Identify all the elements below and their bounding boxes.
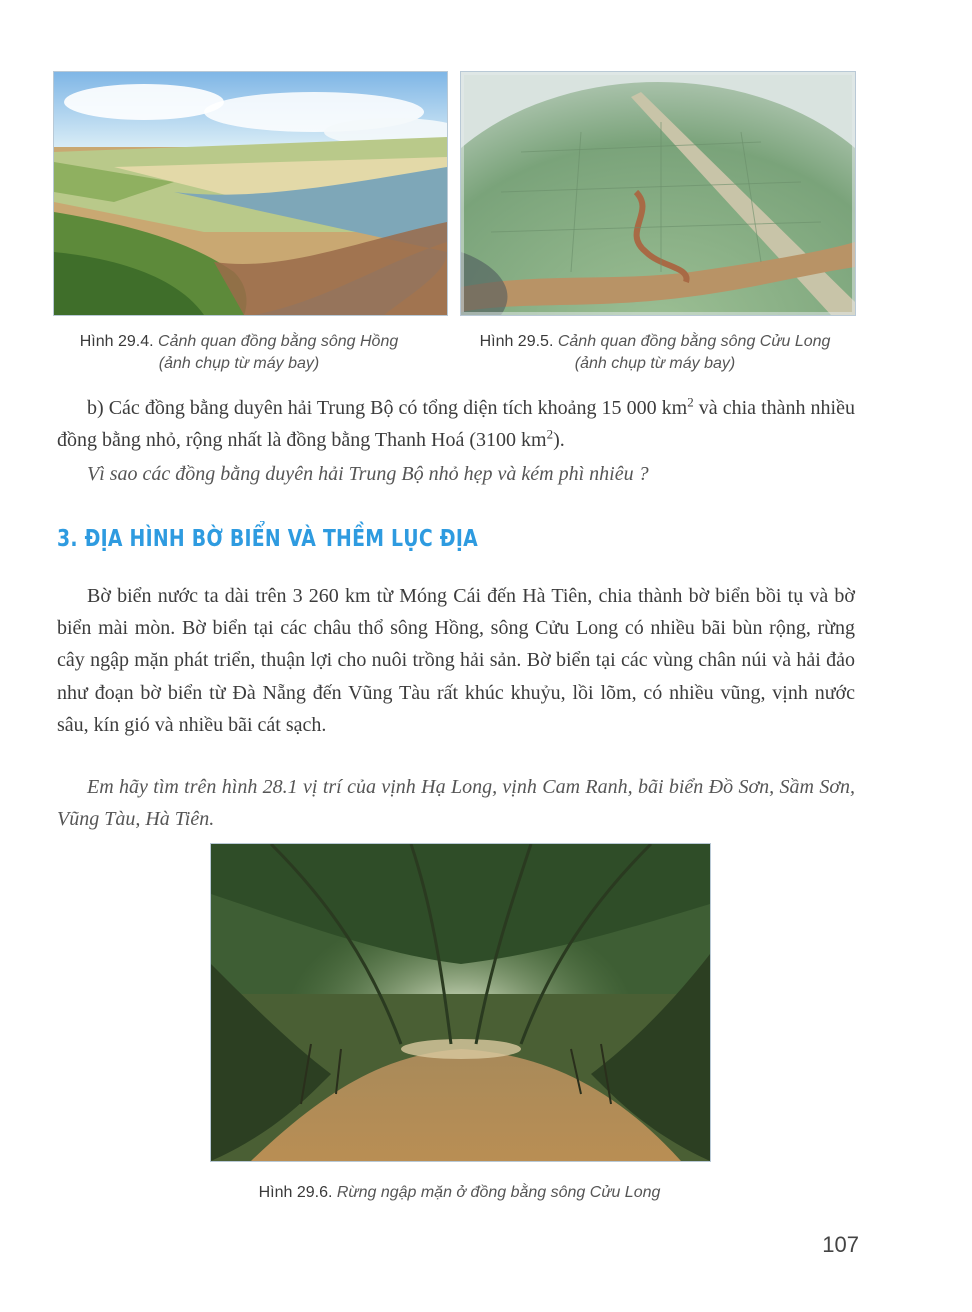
photo-mekong-delta bbox=[460, 71, 856, 316]
section-b-question: Vì sao các đồng bằng duyên hải Trung Bộ nhỏ hẹp và kém phì nhiêu ? bbox=[87, 463, 649, 485]
section-b-text-a: b) Các đồng bằng duyên hải Trung Bộ có tổng diện tích khoảng 15 000 km bbox=[87, 397, 688, 419]
superscript: 2 bbox=[546, 426, 554, 442]
caption-fig-29-5 bbox=[455, 331, 855, 375]
caption-fig-29-4 bbox=[53, 331, 425, 375]
caption-subtext: (ảnh chụp từ máy bay) bbox=[574, 355, 736, 372]
photo-mangrove-forest bbox=[210, 843, 711, 1162]
section-3-heading: 3. ĐỊA HÌNH BỜ BIỂN VÀ THỀM LỤC ĐỊA bbox=[57, 526, 478, 552]
section-b-text-c: ). bbox=[553, 429, 565, 452]
caption-text: Rừng ngập mặn ở đồng bằng sông Cửu Long bbox=[336, 1184, 661, 1201]
caption-text: Cảnh quan đồng bằng sông Cửu Long bbox=[557, 333, 831, 350]
caption-text: Cảnh quan đồng bằng sông Hồng bbox=[158, 333, 399, 350]
page-number: 107 bbox=[822, 1232, 859, 1257]
superscript: 2 bbox=[687, 394, 694, 410]
section-3-task: Em hãy tìm trên hình 28.1 vị trí của vịnh Hạ Long, vịnh Cam Ranh, bãi biển Đồ Sơn, Sầm Sơn, Vũng Tàu, Hà Tiên. bbox=[57, 776, 855, 831]
section-b-paragraph bbox=[57, 392, 855, 456]
section-3-paragraph: Bờ biển nước ta dài trên 3 260 km từ Móng Cái đến Hà Tiên, chia thành bờ biển bồi tụ và bờ biển mài mòn. Bờ biển tại các châu thổ sông Hồng, sông Cửu Long có nhiều bãi bùn rộng, rừng cây ngập mặn phát triển, thuận lợi cho nuôi trồng hải sản. Bờ biển tại các vùng chân núi và hải đảo như đoạn bờ biển từ Đà Nẵng đến Vũng Tàu rất khúc khuỷu, lồi lõm, có nhiều vũng, vịnh nước sâu, kín gió và nhiều bãi cát sạch. bbox=[57, 585, 855, 736]
section-b-text-b: và chia thành nhiều đồng bằng nhỏ, rộng nhất là đồng bằng Thanh Hoá (3100 km bbox=[57, 397, 855, 452]
caption-fig-29-6 bbox=[210, 1182, 709, 1204]
caption-subtext: (ảnh chụp từ máy bay) bbox=[158, 355, 320, 372]
caption-label: Hình 29.4. bbox=[79, 333, 154, 350]
photo-red-river-delta bbox=[53, 71, 448, 316]
caption-label: Hình 29.5. bbox=[479, 333, 554, 350]
caption-label: Hình 29.6. bbox=[258, 1184, 333, 1201]
